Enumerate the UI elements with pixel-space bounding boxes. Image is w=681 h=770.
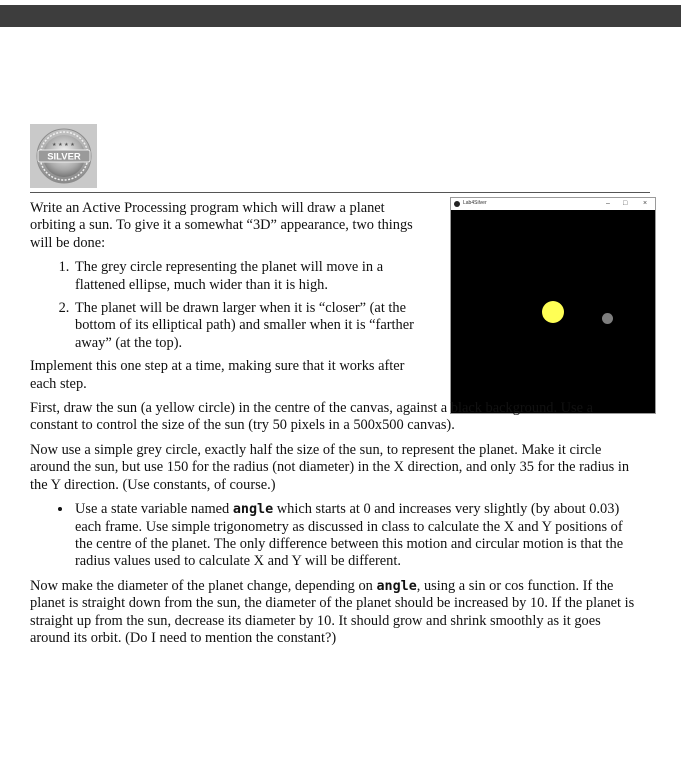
assignment-text bbox=[30, 200, 642, 654]
list-item: 1. The grey circle representing the planet will move in a flattened ellipse, much wider than it is high. bbox=[73, 259, 425, 294]
final-paragraph bbox=[30, 578, 642, 648]
list-item: 2. The planet will be drawn larger when it is “closer” (at the bottom of its elliptical path) and smaller when it is “farther away” (at the top). bbox=[73, 300, 425, 352]
maximize-icon[interactable]: □ bbox=[623, 200, 628, 207]
silver-badge bbox=[30, 124, 97, 188]
angle-keyword: angle bbox=[376, 578, 417, 594]
implement-paragraph: Implement this one step at a time, making sure that it works after each step. bbox=[30, 358, 405, 392]
divider bbox=[30, 192, 650, 193]
grey-circle-paragraph: Now use a simple grey circle, exactly half the size of the sun, to represent the planet. Make it circle around the sun, but use 150 for the radius (not diameter) in the X direction, and only 35 for the radius in the Y direction. (Use constants, of course.) bbox=[30, 441, 630, 493]
list-item bbox=[73, 501, 642, 571]
bullet-list bbox=[30, 501, 642, 571]
bullet-text: which starts at 0 and increases very slightly (by about 0.03) each frame. Use simple trigonometry as discussed in class to calculate the X and Y positions of the centre of the planet. The only difference between this motion and circular motion is that the radius values used to calculate X and Y will be different. bbox=[75, 501, 624, 570]
intro-paragraph: Write an Active Processing program which will draw a planet orbiting a sun. To give it a somewhat “3D” appearance, two things will be done: bbox=[30, 200, 413, 251]
angle-keyword: angle bbox=[232, 502, 274, 518]
bullet-text: Use a state variable named bbox=[75, 501, 233, 518]
close-icon[interactable]: × bbox=[643, 200, 648, 207]
badge-label: SILVER bbox=[46, 151, 81, 163]
final-text: Now make the diameter of the planet change, depending on bbox=[30, 577, 377, 594]
minimize-icon[interactable]: – bbox=[606, 200, 610, 207]
final-text: , using a sin or cos function. If the planet is straight down from the sun, the diameter of the planet should be increased by 10. If the planet is straight up from the sun, decrease its diameter by 10. It should grow and shrink smoothly as it goes around its orbit. (Do I need to mention the constant?) bbox=[30, 577, 635, 646]
svg-text:★ ★ ★ ★: ★ ★ ★ ★ bbox=[51, 142, 75, 148]
first-paragraph: First, draw the sun (a yellow circle) in the centre of the canvas, against a black background. Use a constant to control the size of the sun (try 50 pixels in a 500x500 canvas). bbox=[30, 400, 594, 434]
steps-list bbox=[30, 259, 425, 352]
top-bar bbox=[0, 5, 681, 27]
window-title: Lab4Silver bbox=[463, 200, 487, 207]
silver-medal-icon bbox=[35, 127, 93, 185]
